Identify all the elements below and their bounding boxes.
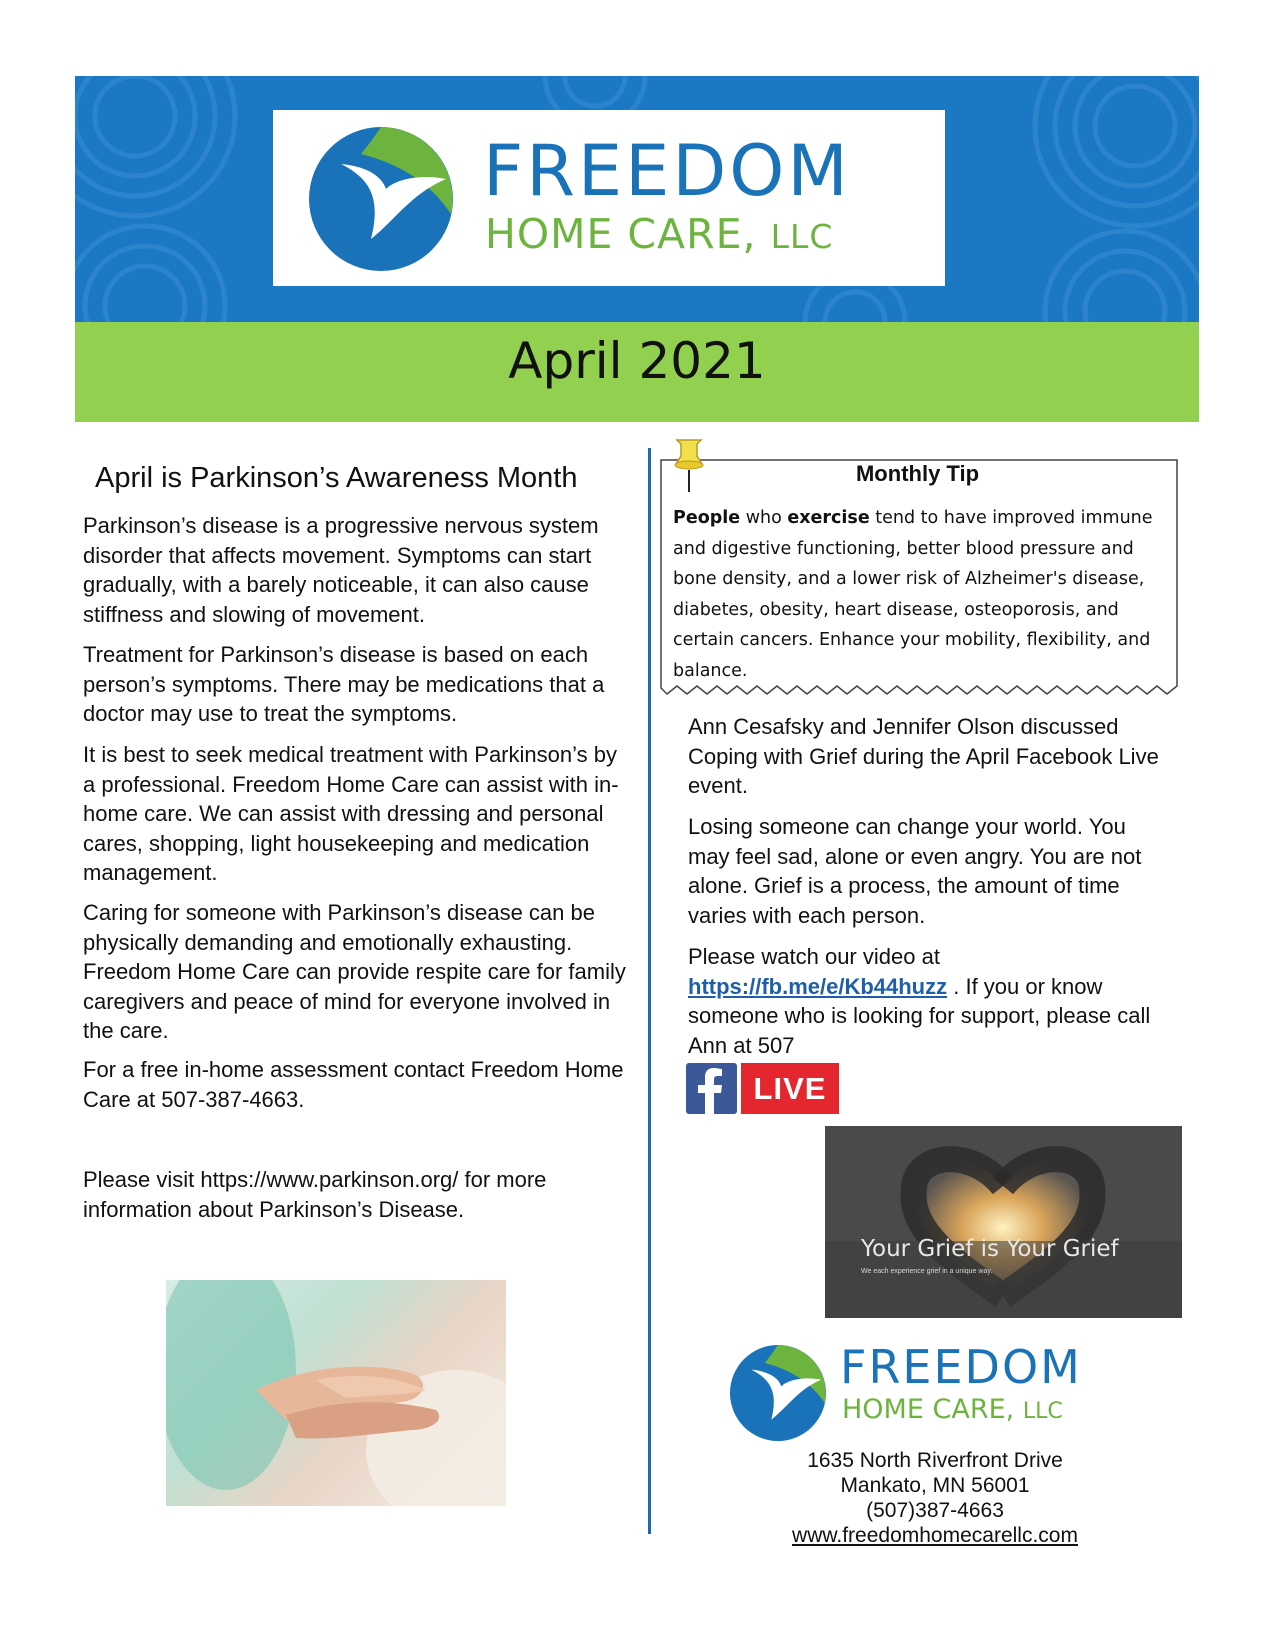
footer-bird-logo-icon bbox=[722, 1343, 834, 1443]
footer-brand-subtitle: HOME CARE, LLC bbox=[842, 1394, 1063, 1425]
city-state-zip: Mankato, MN 56001 bbox=[840, 1474, 1030, 1497]
tip-text: People who exercise tend to have improved immune and digestive functioning, better blood pressure and bone density, and a lower risk of Alzheimer's disease, diabetes, obesity, heart disease, osteoporosis, and certain cancers. Enhance your mobility, flexibility, and balance. bbox=[673, 508, 1153, 681]
tip-word-people: People bbox=[673, 508, 741, 528]
facebook-live-summary: Ann Cesafsky and Jennifer Olson discussed Coping with Grief during the April Facebook Live event. bbox=[688, 714, 1159, 798]
assessment-contact: For a free in-home assessment contact Freedom Home Care at 507-387-4663. bbox=[83, 1057, 624, 1112]
brand-home-care: HOME CARE, bbox=[485, 210, 757, 258]
newsletter-month: April 2021 bbox=[508, 332, 766, 390]
grief-title: Your Grief is Your Grief bbox=[861, 1236, 1119, 1262]
tip-word-exercise: exercise bbox=[787, 508, 870, 528]
grief-subtitle: We each experience grief in a unique way. bbox=[861, 1268, 993, 1275]
tip-title: Monthly Tip bbox=[855, 461, 980, 486]
header-logo bbox=[273, 110, 945, 286]
parkinsons-treatment: Treatment for Parkinson’s disease is based on each person’s symptoms. There may be medications that a doctor may use to treat the symptoms. bbox=[83, 642, 605, 726]
facebook-live-badge bbox=[686, 1061, 839, 1115]
street-address: 1635 North Riverfront Drive bbox=[807, 1449, 1063, 1472]
live-label: LIVE bbox=[741, 1063, 839, 1114]
video-link[interactable]: https://fb.me/e/Kb44huzz bbox=[688, 973, 948, 999]
video-paragraph: Please watch our video at https://fb.me/e/Kb44huzz . If you or know someone who is looking for support, please call Ann at 507 bbox=[688, 944, 1151, 1058]
phone-number: (507)387-4663 bbox=[866, 1499, 1004, 1522]
grief-paragraph: Losing someone can change your world. You may feel sad, alone or even angry. You are not alone. Grief is a process, the amount of time varies with each person. bbox=[688, 814, 1142, 928]
brand-name: FREEDOM bbox=[483, 130, 851, 212]
website-link[interactable]: www.freedomhomecarellc.com bbox=[792, 1524, 1078, 1547]
brand-llc: LLC bbox=[770, 217, 834, 256]
brand-subtitle bbox=[485, 210, 833, 261]
holding-hands-photo bbox=[166, 1280, 506, 1506]
parkinsons-intro: Parkinson’s disease is a progressive nervous system disorder that affects movement. Symptoms can start gradually, with a barely noticeable, it can also cause stiffness and slowing of movement. bbox=[83, 513, 599, 627]
footer-brand-name: FREEDOM bbox=[840, 1340, 1082, 1394]
parkinsons-respite: Caring for someone with Parkinson’s disease can be physically demanding and emotionally exhausting. Freedom Home Care can provide respite care for family caregivers and peace of mind for everyone involved in the care. bbox=[83, 900, 626, 1043]
section-heading: April is Parkinson’s Awareness Month bbox=[95, 462, 578, 494]
contact-address bbox=[760, 1448, 1110, 1548]
parkinsons-care-services: It is best to seek medical treatment with Parkinson’s by a professional. Freedom Home Care can assist with in-home care. We can assist with dressing and personal cares, shopping, light housekeeping and medication management. bbox=[83, 742, 619, 885]
grief-heart-image bbox=[825, 1126, 1182, 1318]
column-divider bbox=[648, 448, 651, 1534]
facebook-icon bbox=[686, 1063, 737, 1114]
freedom-bird-logo-icon bbox=[301, 124, 461, 274]
parkinson-org-info: Please visit https://www.parkinson.org/ for more information about Parkinson’s Disease. bbox=[83, 1167, 547, 1222]
